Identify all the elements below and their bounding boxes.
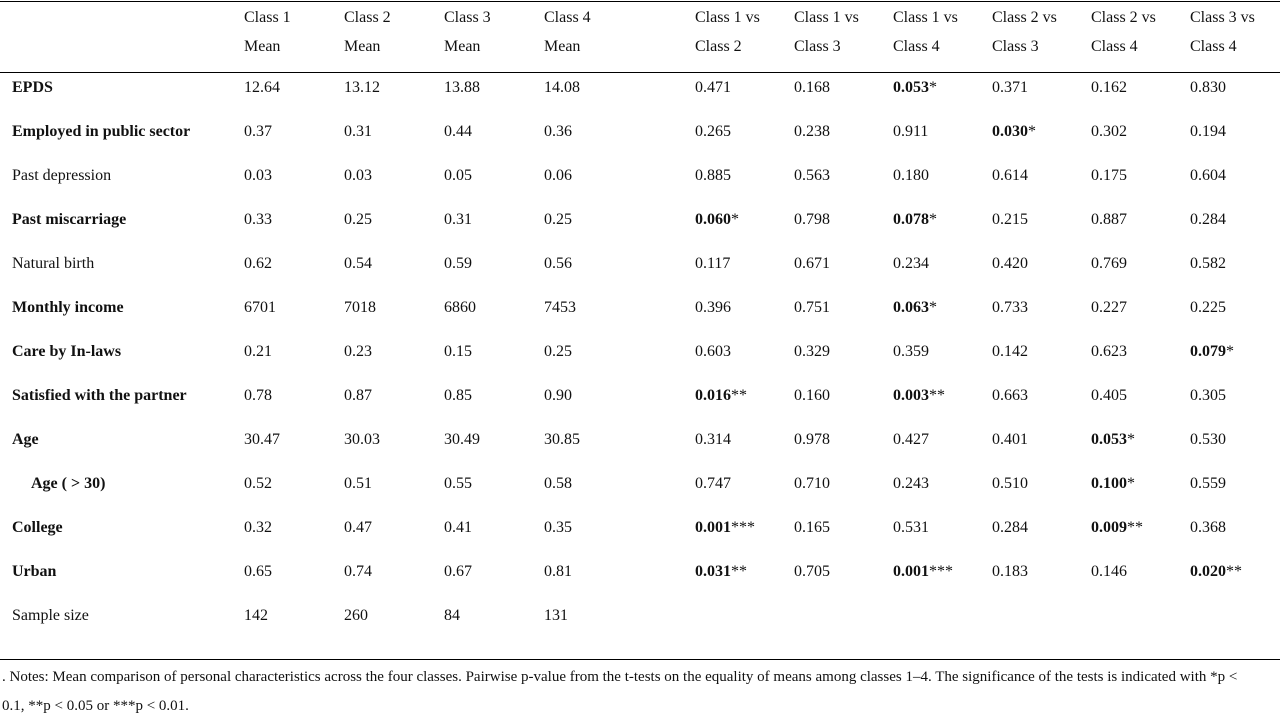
pvalue: 0.405 [1091, 387, 1127, 404]
pvalue: 0.031 [695, 563, 731, 580]
pvalue-cell [695, 298, 731, 318]
mean-cell: 142 [244, 607, 268, 624]
pvalue: 0.175 [1091, 167, 1127, 184]
pvalue: 0.215 [992, 211, 1028, 228]
pvalue: 0.180 [893, 167, 929, 184]
pvalue: 0.559 [1190, 475, 1226, 492]
row-label: Employed in public sector [12, 123, 191, 140]
pvalue-cell [893, 78, 937, 98]
pvalue: 0.227 [1091, 299, 1127, 316]
significance-stars: * [1226, 343, 1234, 360]
pvalue-cell [794, 298, 830, 318]
pvalue: 0.623 [1091, 343, 1127, 360]
column-header-line: Mean [344, 38, 381, 55]
significance-stars: ** [731, 387, 747, 404]
pvalue: 0.160 [794, 387, 830, 404]
row-label: Satisfied with the partner [12, 387, 187, 404]
mean-cell: 0.54 [344, 255, 372, 272]
mean-cell: 0.21 [244, 343, 272, 360]
pvalue-cell [1190, 122, 1226, 142]
mean-cell: 0.65 [244, 563, 272, 580]
significance-stars: * [929, 299, 937, 316]
pvalue-cell [695, 474, 731, 494]
mean-cell: 0.87 [344, 387, 372, 404]
mean-cell: 13.88 [444, 79, 480, 96]
row-label: Age [12, 431, 39, 448]
mean-cell: 0.03 [344, 167, 372, 184]
pvalue-cell [1190, 474, 1226, 494]
pvalue-cell [1190, 430, 1226, 450]
pvalue-cell [794, 254, 830, 274]
pvalue: 0.314 [695, 431, 731, 448]
pvalue: 0.671 [794, 255, 830, 272]
pvalue-cell [794, 386, 830, 406]
pvalue: 0.063 [893, 299, 929, 316]
mean-cell: 12.64 [244, 79, 280, 96]
pvalue-cell [992, 430, 1028, 450]
mean-cell: 14.08 [544, 79, 580, 96]
column-header [695, 3, 760, 61]
pvalue: 0.705 [794, 563, 830, 580]
pvalue: 0.371 [992, 79, 1028, 96]
pvalue: 0.053 [1091, 431, 1127, 448]
significance-stars: * [1127, 475, 1135, 492]
pvalue: 0.471 [695, 79, 731, 96]
pvalue-cell [794, 122, 830, 142]
pvalue: 0.531 [893, 519, 929, 536]
pvalue: 0.401 [992, 431, 1028, 448]
pvalue: 0.302 [1091, 123, 1127, 140]
pvalue: 0.582 [1190, 255, 1226, 272]
pvalue: 0.162 [1091, 79, 1127, 96]
column-header-line: Class 1 [244, 9, 291, 26]
pvalue: 0.830 [1190, 79, 1226, 96]
significance-stars: * [1127, 431, 1135, 448]
column-header-line: Class 3 vs [1190, 9, 1255, 26]
pvalue-cell [1091, 210, 1127, 230]
significance-stars: * [929, 79, 937, 96]
pvalue-cell [992, 122, 1036, 142]
pvalue: 0.911 [893, 123, 929, 140]
mean-cell: 0.32 [244, 519, 272, 536]
row-label: Age ( > 30) [31, 475, 106, 492]
mean-cell: 0.44 [444, 123, 472, 140]
pvalue-cell [794, 210, 830, 230]
pvalue-cell [1091, 298, 1127, 318]
pvalue-cell [992, 298, 1028, 318]
mean-cell: 7018 [344, 299, 376, 316]
row-label: Monthly income [12, 299, 124, 316]
pvalue-cell [893, 562, 953, 582]
pvalue: 0.060 [695, 211, 731, 228]
pvalue: 0.769 [1091, 255, 1127, 272]
mean-cell: 6860 [444, 299, 476, 316]
pvalue: 0.978 [794, 431, 830, 448]
pvalue: 0.020 [1190, 563, 1226, 580]
column-header-line: Class 4 [1091, 38, 1138, 55]
pvalue-cell [695, 122, 731, 142]
pvalue: 0.165 [794, 519, 830, 536]
pvalue-cell [893, 298, 937, 318]
pvalue: 0.053 [893, 79, 929, 96]
mean-cell: 6701 [244, 299, 276, 316]
pvalue: 0.284 [1190, 211, 1226, 228]
pvalue-cell [992, 386, 1028, 406]
significance-stars: *** [731, 519, 755, 536]
pvalue: 0.003 [893, 387, 929, 404]
pvalue: 0.168 [794, 79, 830, 96]
column-header-line: Class 1 vs [695, 9, 760, 26]
mean-cell: 0.36 [544, 123, 572, 140]
mean-cell: 0.67 [444, 563, 472, 580]
pvalue-cell [992, 254, 1028, 274]
row-label: Past miscarriage [12, 211, 127, 228]
column-header-line: Class 1 vs [893, 9, 958, 26]
pvalue-cell [1190, 210, 1226, 230]
pvalue-cell [695, 430, 731, 450]
mean-cell: 30.85 [544, 431, 580, 448]
pvalue: 0.016 [695, 387, 731, 404]
pvalue-cell [992, 474, 1028, 494]
pvalue: 0.329 [794, 343, 830, 360]
pvalue-cell [893, 166, 929, 186]
column-header-line: Class 2 vs [1091, 9, 1156, 26]
mean-cell: 30.03 [344, 431, 380, 448]
pvalue: 0.265 [695, 123, 731, 140]
mean-cell: 0.37 [244, 123, 272, 140]
mean-cell: 0.33 [244, 211, 272, 228]
mean-cell: 0.85 [444, 387, 472, 404]
pvalue-cell [1091, 386, 1127, 406]
pvalue-cell [794, 78, 830, 98]
row-label: Sample size [12, 607, 89, 624]
pvalue-cell [992, 78, 1028, 98]
pvalue-cell [992, 518, 1028, 538]
pvalue-cell [794, 166, 830, 186]
column-header-line: Class 4 [544, 9, 591, 26]
pvalue: 0.234 [893, 255, 929, 272]
column-header [992, 3, 1057, 61]
pvalue-cell [893, 254, 929, 274]
mean-cell: 0.62 [244, 255, 272, 272]
pvalue: 0.100 [1091, 475, 1127, 492]
significance-stars: * [1028, 123, 1036, 140]
pvalue: 0.614 [992, 167, 1028, 184]
pvalue: 0.747 [695, 475, 731, 492]
mean-cell: 0.05 [444, 167, 472, 184]
column-header-line: Class 3 [444, 9, 491, 26]
mean-cell: 0.51 [344, 475, 372, 492]
pvalue-cell [1091, 78, 1127, 98]
mean-cell: 0.78 [244, 387, 272, 404]
pvalue: 0.603 [695, 343, 731, 360]
mean-cell: 0.59 [444, 255, 472, 272]
pvalue: 0.030 [992, 123, 1028, 140]
mean-cell: 0.31 [344, 123, 372, 140]
pvalue-cell [1091, 166, 1127, 186]
column-header-line: Mean [444, 38, 481, 55]
pvalue: 0.001 [893, 563, 929, 580]
column-header [444, 3, 491, 61]
pvalue-cell [1190, 254, 1226, 274]
significance-stars: * [929, 211, 937, 228]
row-label: EPDS [12, 79, 53, 96]
pvalue-cell [1091, 518, 1143, 538]
pvalue-cell [695, 78, 731, 98]
mean-cell: 30.49 [444, 431, 480, 448]
pvalue-cell [893, 518, 929, 538]
pvalue-cell [1190, 298, 1226, 318]
column-header [244, 3, 291, 61]
pvalue: 0.733 [992, 299, 1028, 316]
pvalue-cell [1091, 122, 1127, 142]
pvalue-cell [695, 518, 755, 538]
column-header [544, 3, 591, 61]
pvalue-cell [893, 474, 929, 494]
pvalue: 0.194 [1190, 123, 1226, 140]
column-header [893, 3, 958, 61]
mean-cell: 0.90 [544, 387, 572, 404]
mean-cell: 0.41 [444, 519, 472, 536]
pvalue: 0.751 [794, 299, 830, 316]
table-notes: . Notes: Mean comparison of personal characteristics across the four classes. Pairwise p-value from the t-tests on the equality of means among classes 1–4. The significance of the tests is indicated with *p < 0.1, **p < 0.05 or ***p < 0.01. [2, 669, 1238, 714]
pvalue: 0.243 [893, 475, 929, 492]
pvalue-cell [1091, 562, 1127, 582]
pvalue: 0.142 [992, 343, 1028, 360]
pvalue: 0.305 [1190, 387, 1226, 404]
pvalue-cell [992, 342, 1028, 362]
mean-cell: 7453 [544, 299, 576, 316]
pvalue-cell [695, 166, 731, 186]
column-header [344, 3, 391, 61]
pvalue: 0.798 [794, 211, 830, 228]
row-label: College [12, 519, 63, 536]
pvalue-cell [1190, 562, 1242, 582]
pvalue-cell [1190, 518, 1226, 538]
pvalue-cell [1190, 342, 1234, 362]
pvalue-cell [1091, 474, 1135, 494]
pvalue: 0.885 [695, 167, 731, 184]
pvalue-cell [893, 122, 928, 142]
table-top-rule [0, 1, 1280, 2]
column-header-line: Mean [544, 38, 581, 55]
pvalue-cell [893, 210, 937, 230]
significance-stars: ** [731, 563, 747, 580]
pvalue: 0.663 [992, 387, 1028, 404]
pvalue: 0.009 [1091, 519, 1127, 536]
pvalue-cell [695, 254, 730, 274]
pvalue-cell [1190, 386, 1226, 406]
pvalue-cell [695, 210, 739, 230]
pvalue-cell [695, 386, 747, 406]
mean-cell: 0.23 [344, 343, 372, 360]
pvalue: 0.146 [1091, 563, 1127, 580]
mean-cell: 0.56 [544, 255, 572, 272]
pvalue-cell [695, 562, 747, 582]
column-header [1091, 3, 1156, 61]
mean-cell: 0.31 [444, 211, 472, 228]
pvalue: 0.604 [1190, 167, 1226, 184]
significance-stars: ** [1127, 519, 1143, 536]
column-header-line: Mean [244, 38, 281, 55]
row-label: Natural birth [12, 255, 95, 272]
mean-cell: 30.47 [244, 431, 280, 448]
row-label: Past depression [12, 167, 112, 184]
pvalue-cell [794, 518, 830, 538]
pvalue: 0.710 [794, 475, 830, 492]
column-header-line: Class 2 [695, 38, 742, 55]
pvalue: 0.530 [1190, 431, 1226, 448]
mean-cell: 0.35 [544, 519, 572, 536]
mean-cell: 0.47 [344, 519, 372, 536]
pvalue: 0.284 [992, 519, 1028, 536]
mean-cell: 0.55 [444, 475, 472, 492]
mean-cell: 0.81 [544, 563, 572, 580]
pvalue: 0.563 [794, 167, 830, 184]
column-header-line: Class 1 vs [794, 9, 859, 26]
pvalue-cell [794, 474, 830, 494]
pvalue: 0.078 [893, 211, 929, 228]
pvalue: 0.079 [1190, 343, 1226, 360]
pvalue-cell [794, 342, 830, 362]
pvalue-cell [1190, 78, 1226, 98]
column-header-line: Class 3 [992, 38, 1039, 55]
pvalue-cell [794, 430, 830, 450]
pvalue: 0.238 [794, 123, 830, 140]
pvalue-cell [794, 562, 830, 582]
pvalue-cell [1190, 166, 1226, 186]
pvalue-cell [1091, 342, 1127, 362]
pvalue: 0.183 [992, 563, 1028, 580]
column-header-line: Class 2 vs [992, 9, 1057, 26]
pvalue: 0.510 [992, 475, 1028, 492]
pvalue-cell [1091, 254, 1127, 274]
mean-cell: 0.74 [344, 563, 372, 580]
mean-cell: 0.25 [544, 343, 572, 360]
mean-cell: 260 [344, 607, 368, 624]
significance-stars: *** [929, 563, 953, 580]
mean-cell: 0.03 [244, 167, 272, 184]
mean-cell: 0.58 [544, 475, 572, 492]
pvalue-cell [893, 342, 929, 362]
significance-stars: ** [929, 387, 945, 404]
pvalue: 0.359 [893, 343, 929, 360]
table-header-rule [0, 72, 1280, 73]
pvalue: 0.427 [893, 431, 929, 448]
mean-cell: 84 [444, 607, 460, 624]
column-header-line: Class 2 [344, 9, 391, 26]
pvalue: 0.420 [992, 255, 1028, 272]
mean-cell: 131 [544, 607, 568, 624]
pvalue-cell [992, 166, 1028, 186]
mean-cell: 0.15 [444, 343, 472, 360]
pvalue-cell [893, 386, 945, 406]
row-label: Urban [12, 563, 57, 580]
column-header-line: Class 4 [1190, 38, 1237, 55]
mean-cell: 0.52 [244, 475, 272, 492]
pvalue: 0.225 [1190, 299, 1226, 316]
pvalue-cell [695, 342, 731, 362]
pvalue: 0.368 [1190, 519, 1226, 536]
mean-cell: 13.12 [344, 79, 380, 96]
pvalue: 0.887 [1091, 211, 1127, 228]
table-bottom-rule [0, 659, 1280, 660]
pvalue-cell [992, 210, 1028, 230]
pvalue: 0.396 [695, 299, 731, 316]
column-header [794, 3, 859, 61]
pvalue: 0.117 [695, 255, 731, 272]
column-header-line: Class 3 [794, 38, 841, 55]
significance-stars: ** [1226, 563, 1242, 580]
pvalue-cell [893, 430, 929, 450]
column-header [1190, 3, 1255, 61]
mean-cell: 0.25 [344, 211, 372, 228]
pvalue: 0.001 [695, 519, 731, 536]
mean-cell: 0.06 [544, 167, 572, 184]
significance-stars: * [731, 211, 739, 228]
pvalue-cell [1091, 430, 1135, 450]
mean-cell: 0.25 [544, 211, 572, 228]
row-label: Care by In-laws [12, 343, 122, 360]
column-header-line: Class 4 [893, 38, 940, 55]
pvalue-cell [992, 562, 1028, 582]
